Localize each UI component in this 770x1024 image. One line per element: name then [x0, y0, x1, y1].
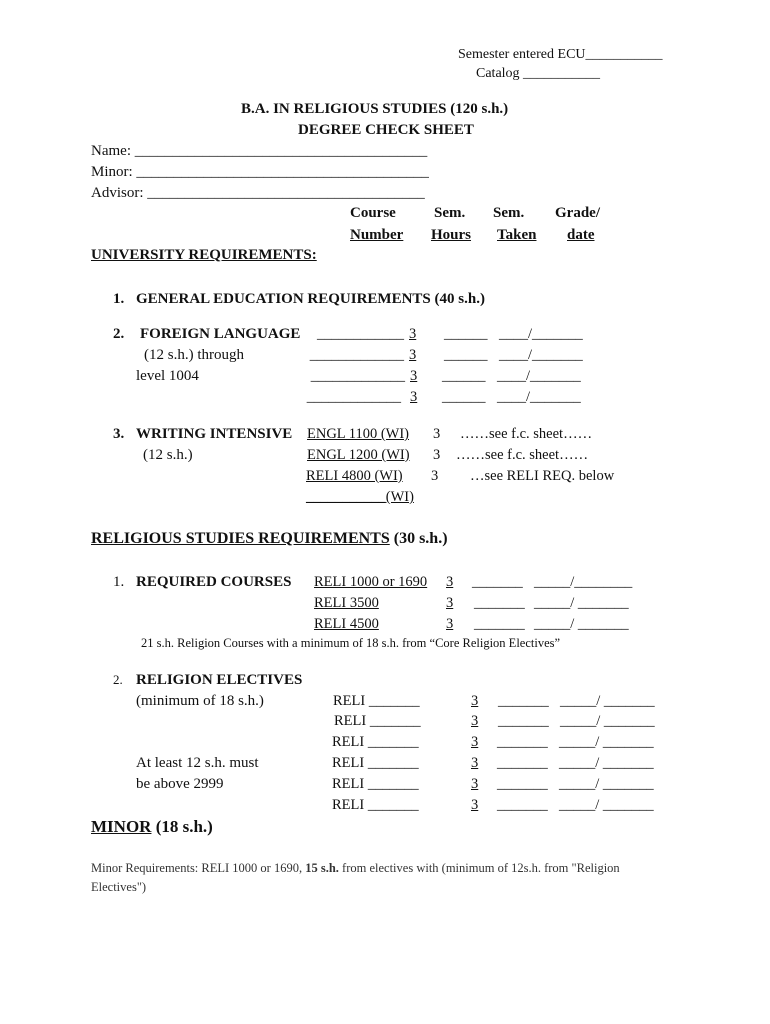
- col-grade-label: Grade/: [555, 205, 600, 221]
- religious-studies-sh: (30 s.h.): [393, 530, 448, 547]
- elective-course: RELI _______: [332, 797, 419, 813]
- elective-taken-blank: _______: [497, 776, 548, 792]
- elective-course: RELI _______: [333, 693, 420, 709]
- writing-note: …see RELI REQ. below: [470, 468, 615, 484]
- required-hours: 3: [446, 616, 454, 632]
- semester-entered-field: Semester entered ECU___________: [458, 47, 663, 62]
- writing-course: RELI 4800 (WI): [306, 468, 403, 484]
- required-taken-blank: _______: [474, 616, 525, 632]
- foreign-grade-blank: ____/_______: [499, 347, 583, 363]
- elective-grade-blank: _____/ _______: [560, 693, 655, 709]
- elective-course: RELI _______: [332, 734, 419, 750]
- page-title: B.A. IN RELIGIOUS STUDIES (120 s.h.): [241, 101, 509, 117]
- elective-hours: 3: [471, 713, 479, 729]
- minor-field: Minor: _______________________________________: [91, 164, 429, 180]
- required-courses-label: REQUIRED COURSES: [136, 574, 292, 590]
- writing-hours: 3: [433, 426, 441, 442]
- catalog-field: Catalog ___________: [476, 66, 601, 81]
- elective-course: RELI _______: [334, 713, 421, 729]
- foreign-language-number: 2.: [113, 326, 125, 342]
- minor-heading: MINOR: [91, 817, 152, 836]
- elective-grade-blank: _____/ _______: [559, 797, 654, 813]
- foreign-language-label: FOREIGN LANGUAGE: [140, 326, 301, 342]
- religion-electives-minimum: (minimum of 18 s.h.): [136, 693, 264, 709]
- foreign-language-level: level 1004: [136, 368, 199, 384]
- foreign-course-blank: ____________: [317, 326, 404, 342]
- elective-taken-blank: _______: [498, 713, 549, 729]
- required-courses-number: 1.: [113, 574, 125, 590]
- foreign-grade-blank: ____/_______: [497, 368, 581, 384]
- required-grade-blank: _____/________: [534, 574, 633, 590]
- col-taken-label: Taken: [497, 227, 537, 243]
- foreign-hours: 3: [410, 368, 418, 384]
- foreign-hours: 3: [409, 326, 417, 342]
- writing-note: ……see f.c. sheet……: [460, 426, 593, 442]
- university-requirements-heading: UNIVERSITY REQUIREMENTS:: [91, 247, 317, 263]
- foreign-taken-blank: ______: [442, 389, 486, 405]
- page-subtitle: DEGREE CHECK SHEET: [298, 122, 474, 138]
- religious-studies-heading-line: [91, 531, 448, 547]
- foreign-hours: 3: [409, 347, 417, 363]
- writing-intensive-number: 3.: [113, 426, 125, 442]
- minor-requirements-cont: Electives"): [91, 880, 147, 894]
- religion-electives-label: RELIGION ELECTIVES: [136, 672, 303, 688]
- elective-hours: 3: [471, 755, 479, 771]
- writing-hours: 3: [431, 468, 439, 484]
- foreign-grade-blank: ____/_______: [497, 389, 581, 405]
- elective-course: RELI _______: [332, 755, 419, 771]
- religion-electives-note: At least 12 s.h. must: [136, 755, 259, 771]
- foreign-grade-blank: ____/_______: [499, 326, 583, 342]
- writing-course: ENGL 1200 (WI): [307, 447, 410, 463]
- religion-electives-note-2: be above 2999: [136, 776, 224, 792]
- foreign-hours: 3: [410, 389, 418, 405]
- writing-hours: 3: [433, 447, 441, 463]
- required-courses-note: 21 s.h. Religion Courses with a minimum of 18 s.h. from “Core Religion Electives”: [141, 636, 561, 650]
- foreign-language-note: (12 s.h.) through: [144, 347, 244, 363]
- col-number-label: Number: [350, 227, 404, 243]
- elective-grade-blank: _____/ _______: [559, 776, 654, 792]
- required-course: RELI 3500: [314, 595, 379, 611]
- name-field: Name: _______________________________________: [91, 143, 428, 159]
- col-course-label: Course: [350, 205, 396, 221]
- elective-hours: 3: [471, 797, 479, 813]
- elective-taken-blank: _______: [497, 734, 548, 750]
- minor-sh: (18 s.h.): [155, 817, 213, 836]
- elective-grade-blank: _____/ _______: [560, 713, 655, 729]
- writing-course-wi: (WI): [385, 489, 414, 505]
- required-taken-blank: _______: [472, 574, 523, 590]
- writing-course-blank: [306, 490, 414, 505]
- required-course: RELI 4500: [314, 616, 379, 632]
- minor-req-hours: 15 s.h.: [305, 861, 339, 875]
- required-taken-blank: _______: [474, 595, 525, 611]
- elective-taken-blank: _______: [498, 693, 549, 709]
- elective-hours: 3: [471, 693, 479, 709]
- writing-course: ENGL 1100 (WI): [307, 426, 410, 442]
- foreign-course-blank: _____________: [306, 389, 401, 405]
- foreign-course-blank: _____________: [310, 368, 405, 384]
- elective-grade-blank: _____/ _______: [559, 734, 654, 750]
- religious-studies-heading: RELIGIOUS STUDIES REQUIREMENTS: [91, 530, 390, 547]
- gen-ed-label: GENERAL EDUCATION REQUIREMENTS (40 s.h.): [136, 291, 485, 307]
- required-course: RELI 1000 or 1690: [314, 574, 428, 590]
- religion-electives-number: 2.: [113, 672, 123, 687]
- elective-grade-blank: _____/ _______: [559, 755, 654, 771]
- minor-heading-line: [91, 818, 213, 835]
- col-sem-hours-label: Sem.: [434, 205, 466, 221]
- minor-req-text: Minor Requirements: RELI 1000 or 1690,: [91, 861, 306, 875]
- foreign-taken-blank: ______: [442, 368, 486, 384]
- foreign-taken-blank: ______: [444, 326, 488, 342]
- required-grade-blank: _____/ _______: [534, 616, 629, 632]
- required-hours: 3: [446, 595, 454, 611]
- gen-ed-number: 1.: [113, 291, 125, 307]
- elective-hours: 3: [471, 776, 479, 792]
- minor-requirements: [91, 862, 620, 875]
- foreign-taken-blank: ______: [444, 347, 488, 363]
- writing-course-prefix: ___________: [306, 489, 386, 505]
- elective-hours: 3: [471, 734, 479, 750]
- col-date-label: date: [567, 227, 595, 243]
- writing-intensive-label: WRITING INTENSIVE: [136, 426, 293, 442]
- required-grade-blank: _____/ _______: [534, 595, 629, 611]
- col-hours-label: Hours: [431, 227, 472, 243]
- col-sem-taken-label: Sem.: [493, 205, 525, 221]
- foreign-course-blank: _____________: [309, 347, 404, 363]
- elective-course: RELI _______: [332, 776, 419, 792]
- minor-req-text-2: from electives with (minimum of 12s.h. from "Religion: [338, 861, 620, 875]
- required-hours: 3: [446, 574, 454, 590]
- elective-taken-blank: _______: [497, 797, 548, 813]
- writing-note: ……see f.c. sheet……: [456, 447, 589, 463]
- elective-taken-blank: _______: [497, 755, 548, 771]
- writing-intensive-note: (12 s.h.): [143, 447, 193, 463]
- advisor-field: Advisor: _____________________________________: [91, 185, 425, 201]
